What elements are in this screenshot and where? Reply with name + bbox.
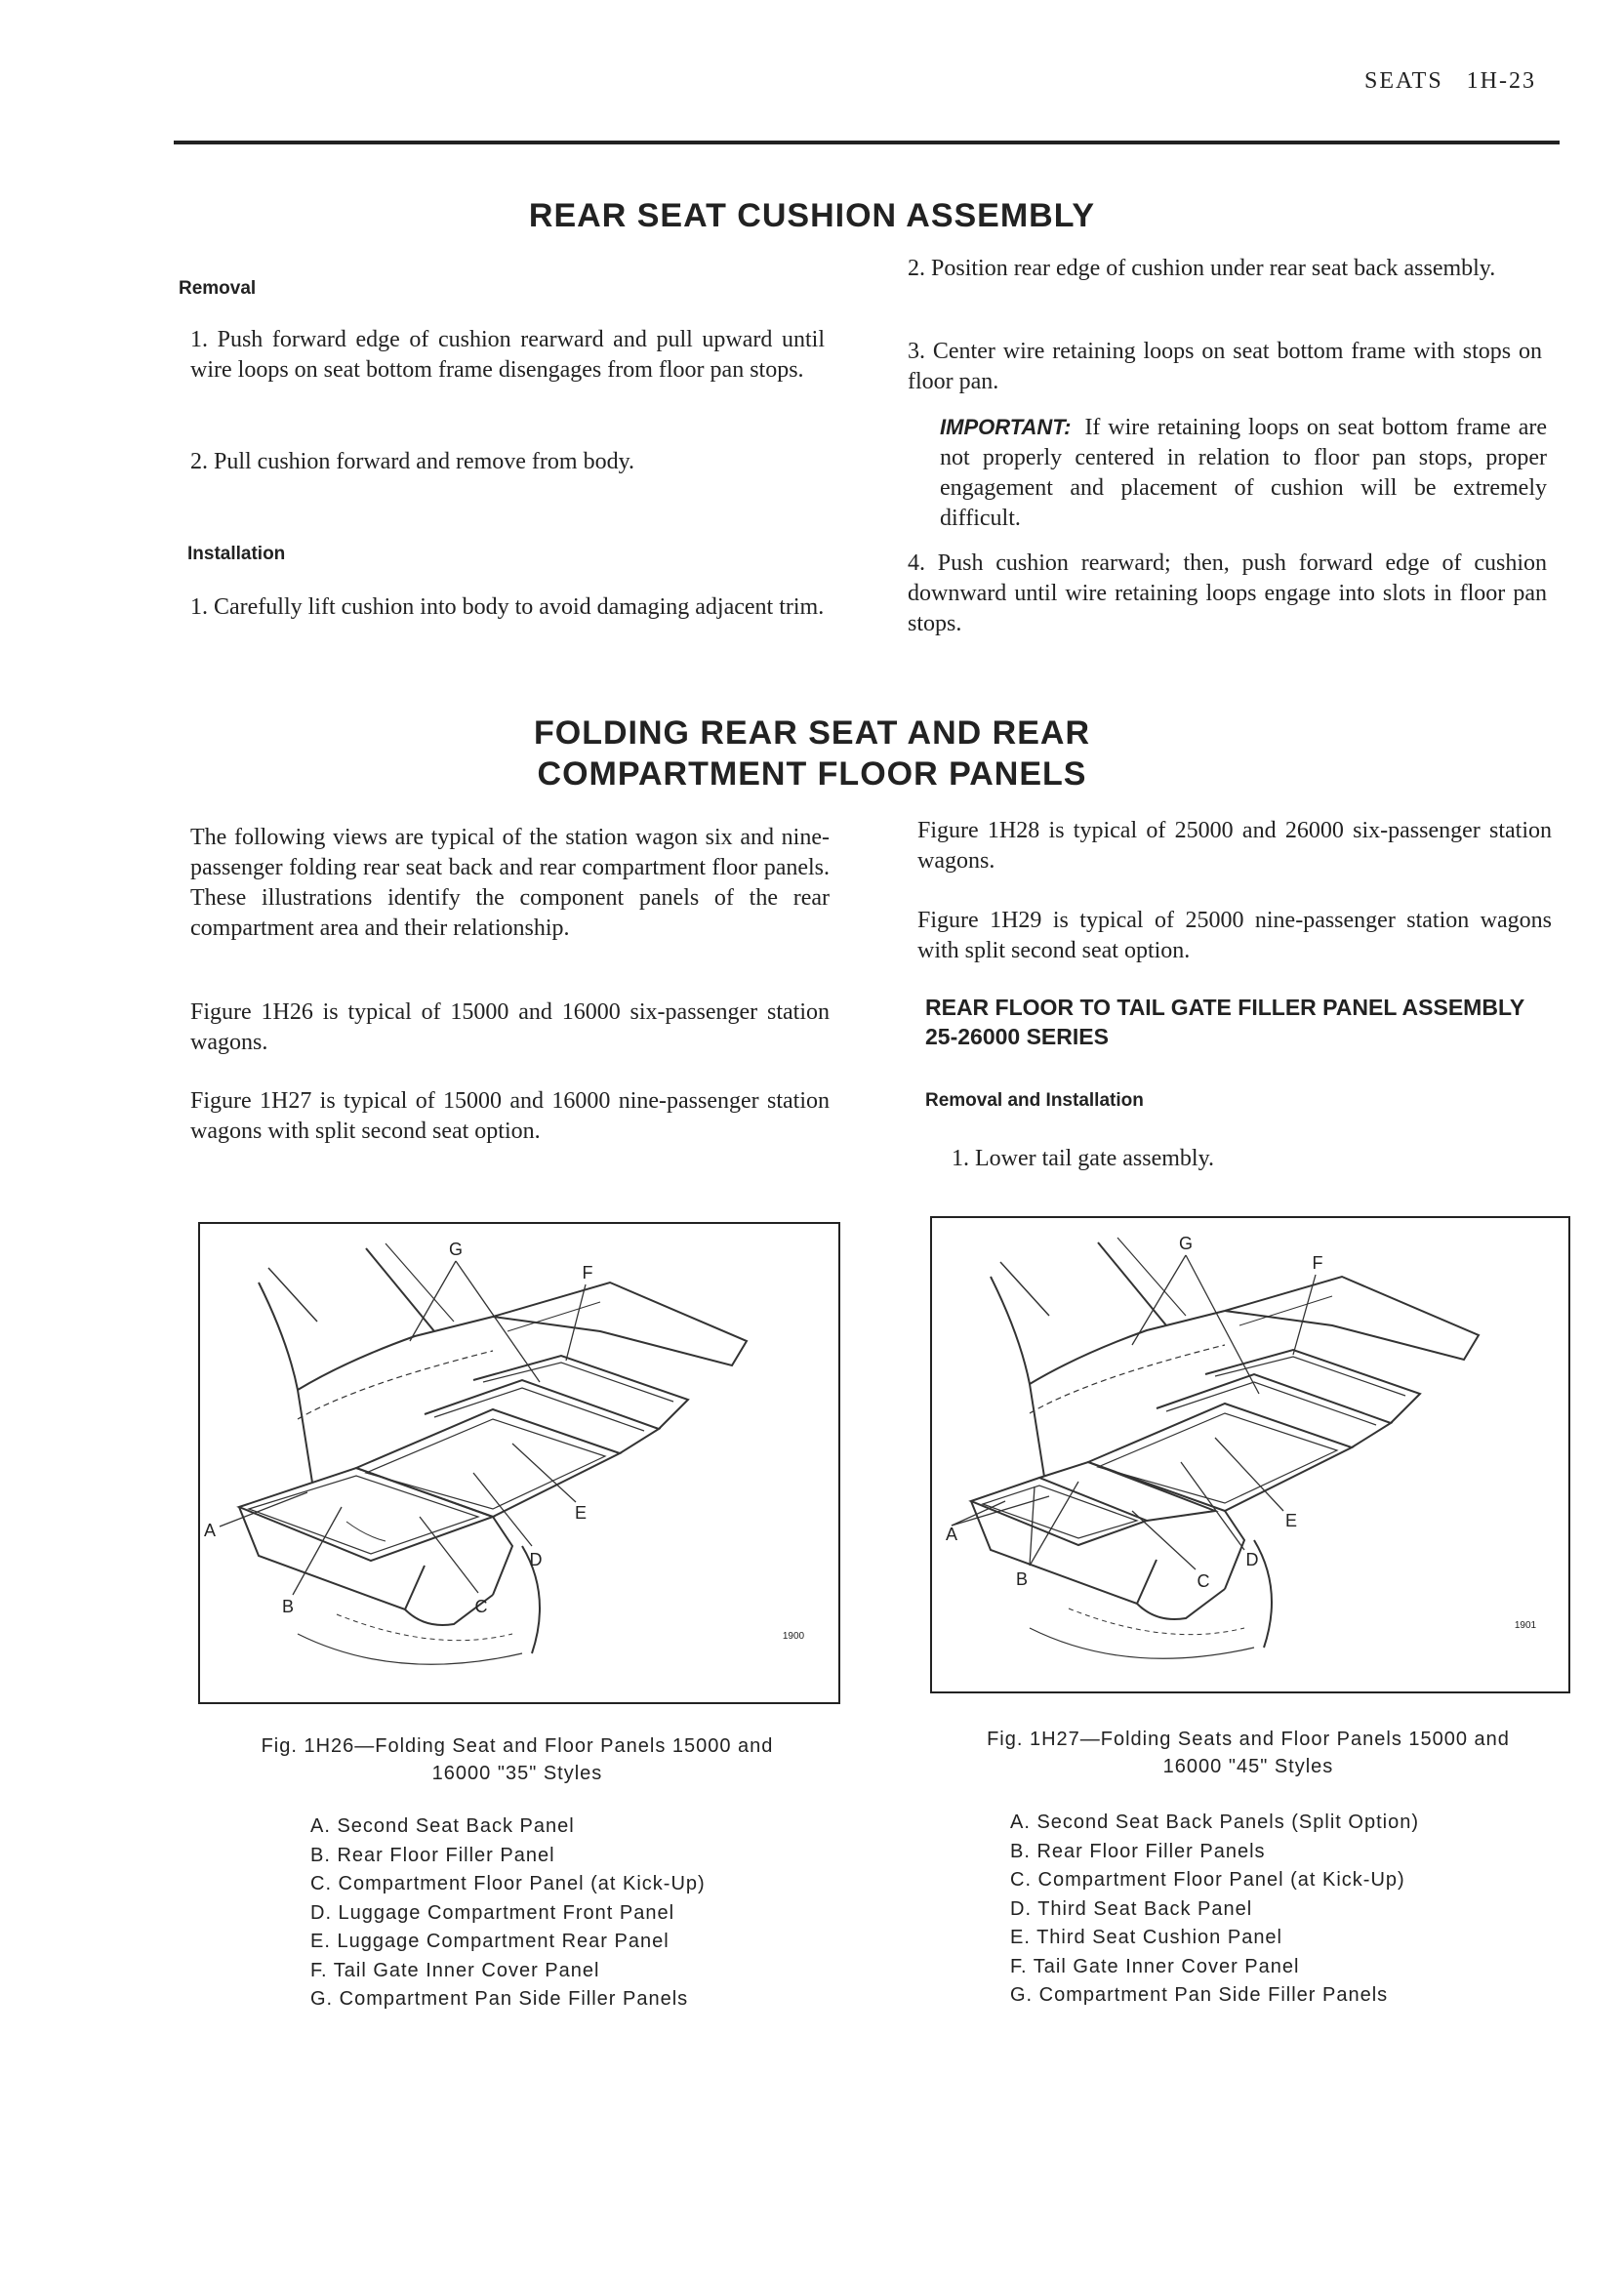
- legend-item: D. Third Seat Back Panel: [1010, 1897, 1253, 1920]
- figure-1h27-reference: Figure 1H27 is typical of 15000 and 16000 nine-passenger station wagons with split second seat option.: [190, 1088, 830, 1144]
- figure-1h29-reference: Figure 1H29 is typical of 25000 nine-passenger station wagons with split second seat option.: [917, 908, 1552, 963]
- figure-1h26-caption-line-1: Fig. 1H26—Folding Seat and Floor Panels 15000 and: [261, 1735, 774, 1757]
- installation-heading: Installation: [187, 544, 286, 564]
- header-page-number: 1H-23: [1466, 68, 1536, 94]
- figure-1h26-callout-c: C: [474, 1597, 488, 1616]
- legend-item: A. Second Seat Back Panels (Split Option): [1010, 1812, 1419, 1833]
- figure-1h27-callout-d: D: [1245, 1550, 1259, 1569]
- figure-1h27-image-number: 1901: [1514, 1620, 1537, 1631]
- installation-step-2: 2. Position rear edge of cushion under rear seat back assembly.: [908, 256, 1496, 281]
- removal-step-1: 1. Push forward edge of cushion rearward and pull upward until wire loops on seat bottom frame disengages from floor pan stops.: [190, 327, 825, 383]
- section-title-line-1: FOLDING REAR SEAT AND REAR: [534, 714, 1090, 752]
- figure-1h26-caption-line-2: 16000 "35" Styles: [431, 1763, 603, 1784]
- legend-item: G. Compartment Pan Side Filler Panels: [310, 1988, 689, 2010]
- figure-1h27-caption-line-2: 16000 "45" Styles: [1162, 1756, 1334, 1777]
- figure-1h26-reference: Figure 1H26 is typical of 15000 and 16000 six-passenger station wagons.: [190, 999, 830, 1055]
- figure-1h27-callout-b: B: [1015, 1569, 1029, 1589]
- legend-item: C. Compartment Floor Panel (at Kick-Up): [1010, 1869, 1405, 1891]
- removal-heading: Removal: [179, 278, 257, 299]
- figure-1h27-drawing: [932, 1218, 1568, 1691]
- figure-1h27-callout-c: C: [1197, 1571, 1210, 1591]
- tail-gate-filler-heading-line-2: 25-26000 SERIES: [925, 1024, 1109, 1049]
- legend-item: C. Compartment Floor Panel (at Kick-Up): [310, 1873, 706, 1894]
- tail-gate-filler-heading-line-1: REAR FLOOR TO TAIL GATE FILLER PANEL ASSEMBLY: [925, 995, 1525, 1020]
- legend-item: E. Third Seat Cushion Panel: [1010, 1927, 1283, 1948]
- figure-1h27-caption: [930, 1726, 1566, 1780]
- figure-1h27-caption-line-1: Fig. 1H27—Folding Seats and Floor Panels 15000 and: [987, 1729, 1510, 1750]
- figure-1h27-callout-e: E: [1284, 1511, 1298, 1530]
- tail-gate-step-1: 1. Lower tail gate assembly.: [952, 1146, 1215, 1171]
- figure-1h27-legend: [1010, 1809, 1419, 2011]
- figure-1h26-callout-f: F: [582, 1263, 593, 1282]
- section-title-folding-rear-seat: [0, 712, 1624, 794]
- figure-1h26-caption: [198, 1732, 836, 1787]
- figure-1h26-callout-b: B: [281, 1597, 295, 1616]
- legend-item: B. Rear Floor Filler Panels: [1010, 1840, 1266, 1862]
- figure-1h26-drawing: [200, 1224, 838, 1702]
- figure-1h26-callout-g: G: [448, 1240, 464, 1259]
- figure-1h27-callout-a: A: [945, 1525, 958, 1544]
- legend-item: B. Rear Floor Filler Panel: [310, 1844, 555, 1866]
- legend-item: E. Luggage Compartment Rear Panel: [310, 1931, 670, 1952]
- legend-item: A. Second Seat Back Panel: [310, 1815, 575, 1837]
- installation-step-1: 1. Carefully lift cushion into body to avoid damaging adjacent trim.: [190, 594, 825, 620]
- removal-step-2: 2. Pull cushion forward and remove from body.: [190, 449, 635, 474]
- figure-1h26-callout-e: E: [574, 1503, 588, 1523]
- section-title-line-2: COMPARTMENT FLOOR PANELS: [537, 755, 1087, 793]
- important-note: [940, 412, 1547, 534]
- installation-step-3: 3. Center wire retaining loops on seat bottom frame with stops on floor pan.: [908, 339, 1542, 394]
- legend-item: F. Tail Gate Inner Cover Panel: [1010, 1955, 1300, 1977]
- figure-1h26-callout-a: A: [203, 1521, 217, 1540]
- figure-1h27-callout-g: G: [1178, 1234, 1194, 1253]
- legend-item: F. Tail Gate Inner Cover Panel: [310, 1959, 600, 1981]
- removal-installation-heading: Removal and Installation: [925, 1090, 1144, 1111]
- header-section: SEATS: [1363, 68, 1443, 94]
- legend-item: D. Luggage Compartment Front Panel: [310, 1901, 675, 1924]
- figure-1h27-callout-f: F: [1312, 1253, 1323, 1273]
- figure-1h27-illustration: [930, 1216, 1570, 1693]
- running-header: [1364, 68, 1536, 95]
- intro-paragraph: The following views are typical of the station wagon six and nine-passenger folding rear seat back and rear compartment floor panels. These illustrations identify the component panels of the rear compartment area and their relationship.: [190, 825, 830, 941]
- figure-1h28-reference: Figure 1H28 is typical of 25000 and 26000 six-passenger station wagons.: [917, 818, 1552, 874]
- figure-1h26-image-number: 1900: [782, 1631, 805, 1642]
- header-rule: [174, 141, 1560, 144]
- legend-item: G. Compartment Pan Side Filler Panels: [1010, 1984, 1389, 2006]
- figure-1h26-illustration: [198, 1222, 840, 1704]
- tail-gate-filler-heading: [925, 993, 1524, 1051]
- important-text: If wire retaining loops on seat bottom frame are not properly centered in relation to floor pan stops, proper engagement and placement of cushion will be extremely difficult.: [940, 415, 1547, 531]
- figure-1h26-callout-d: D: [529, 1550, 543, 1569]
- section-title-rear-seat-cushion: REAR SEAT CUSHION ASSEMBLY: [528, 197, 1096, 234]
- important-label: IMPORTANT:: [940, 415, 1072, 439]
- installation-step-4: 4. Push cushion rearward; then, push forward edge of cushion downward until wire retaining loops engage into slots in floor pan stops.: [908, 550, 1547, 636]
- figure-1h26-legend: [310, 1812, 706, 2015]
